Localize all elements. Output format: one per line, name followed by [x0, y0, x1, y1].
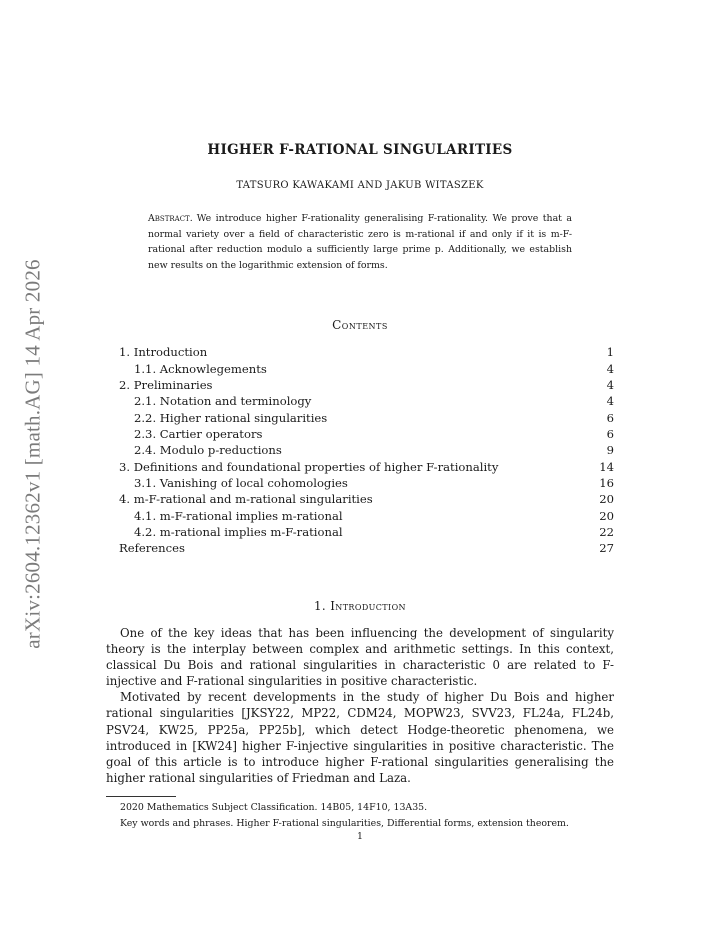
toc-entry[interactable]	[119, 507, 614, 523]
toc-entry-page: 22	[599, 524, 614, 539]
footnote-msc: 2020 Mathematics Subject Classification. 14B05, 14F10, 13A35.	[120, 802, 428, 813]
page-number: 1	[357, 831, 363, 842]
paper-title: HIGHER F-RATIONAL SINGULARITIES	[207, 142, 513, 158]
toc-entry[interactable]	[119, 344, 614, 360]
toc-entry-label: 3. Definitions and foundational properties of higher F-rationality	[119, 459, 499, 474]
toc-entry[interactable]	[119, 540, 614, 556]
toc-entry-page: 20	[599, 508, 614, 523]
paper-authors: TATSURO KAWAKAMI AND JAKUB WITASZEK	[236, 180, 484, 191]
toc-entry-label: References	[119, 541, 185, 556]
toc-entry-label: 4.1. m-F-rational implies m-rational	[134, 508, 343, 523]
toc-entry-page: 1	[606, 345, 614, 360]
toc-entry[interactable]	[119, 393, 614, 409]
toc-entry-label: 2.4. Modulo p-reductions	[134, 443, 282, 458]
toc-entry[interactable]	[119, 491, 614, 507]
toc-entry[interactable]	[119, 377, 614, 393]
toc-entry[interactable]	[119, 360, 614, 376]
abstract-text: We introduce higher F-rationality generalising F-rationality. We prove that a normal variety over a field of characteristic zero is m-rational if and only if it is m-F-rational after reduction modulo a sufficiently large prime p. Additionally, we establish new results on the logarithmic extension of forms.	[148, 213, 572, 271]
toc-entry[interactable]	[119, 442, 614, 458]
toc-entry-page: 4	[606, 377, 614, 392]
abstract	[148, 211, 572, 273]
toc-entry-label: 1. Introduction	[119, 345, 208, 360]
toc-entry-label: 3.1. Vanishing of local cohomologies	[134, 475, 348, 490]
footnotes	[106, 800, 614, 832]
toc-entry[interactable]	[119, 426, 614, 442]
toc-entry-label: 2.2. Higher rational singularities	[134, 410, 328, 425]
section-body	[106, 625, 614, 786]
toc-entry-page: 6	[606, 426, 614, 441]
toc-entry[interactable]	[119, 475, 614, 491]
toc-entry-page: 20	[599, 492, 614, 507]
footnote-rule	[106, 796, 176, 797]
abstract-label: Abstract.	[148, 213, 193, 224]
toc-entry-page: 4	[606, 394, 614, 409]
toc-entry-label: 1.1. Acknowlegements	[134, 361, 267, 376]
toc-entry[interactable]	[119, 524, 614, 540]
toc-entry[interactable]	[119, 458, 614, 474]
toc-entry-page: 14	[599, 459, 614, 474]
toc-entry[interactable]	[119, 409, 614, 425]
toc-entry-label: 2.1. Notation and terminology	[134, 394, 312, 409]
arxiv-id: arXiv:2604.12362v1 [math.AG] 14 Apr 2026	[20, 259, 45, 649]
section-heading: 1. Introduction	[314, 599, 406, 613]
body-paragraph: Motivated by recent developments in the study of higher Du Bois and higher rational singularities [JKSY22, MP22, CDM24, MOPW23, SVV23, FL24a, FL24b, PSV24, KW25, PP25a, PP25b], which detect Hodge-theoretic phenomena, we introduced in [KW24] higher F-injective singularities in positive characteristic. The goal of this article is to introduce higher F-rational singularities generalising the higher rational singularities of Friedman and Laza.	[106, 690, 614, 785]
body-paragraph: One of the key ideas that has been influencing the development of singularity theory is the interplay between complex and arithmetic settings. In this context, classical Du Bois and rational singularities in characteristic 0 are related to F-injective and F-rational singularities in positive characteristic.	[106, 626, 614, 689]
toc-entry-page: 6	[606, 410, 614, 425]
toc-entry-page: 16	[599, 475, 614, 490]
toc-entry-label: 2.3. Cartier operators	[134, 426, 263, 441]
toc-entry-page: 4	[606, 361, 614, 376]
toc-entry-label: 2. Preliminaries	[119, 377, 213, 392]
toc-entry-label: 4.2. m-rational implies m-F-rational	[134, 524, 343, 539]
toc-entry-page: 9	[606, 443, 614, 458]
toc-entry-label: 4. m-F-rational and m-rational singularities	[119, 492, 373, 507]
table-of-contents	[119, 344, 614, 556]
toc-entry-page: 27	[599, 541, 614, 556]
contents-heading: Contents	[332, 318, 388, 332]
footnote-keywords: Key words and phrases. Higher F-rational singularities, Differential forms, extension theorem.	[120, 818, 569, 829]
